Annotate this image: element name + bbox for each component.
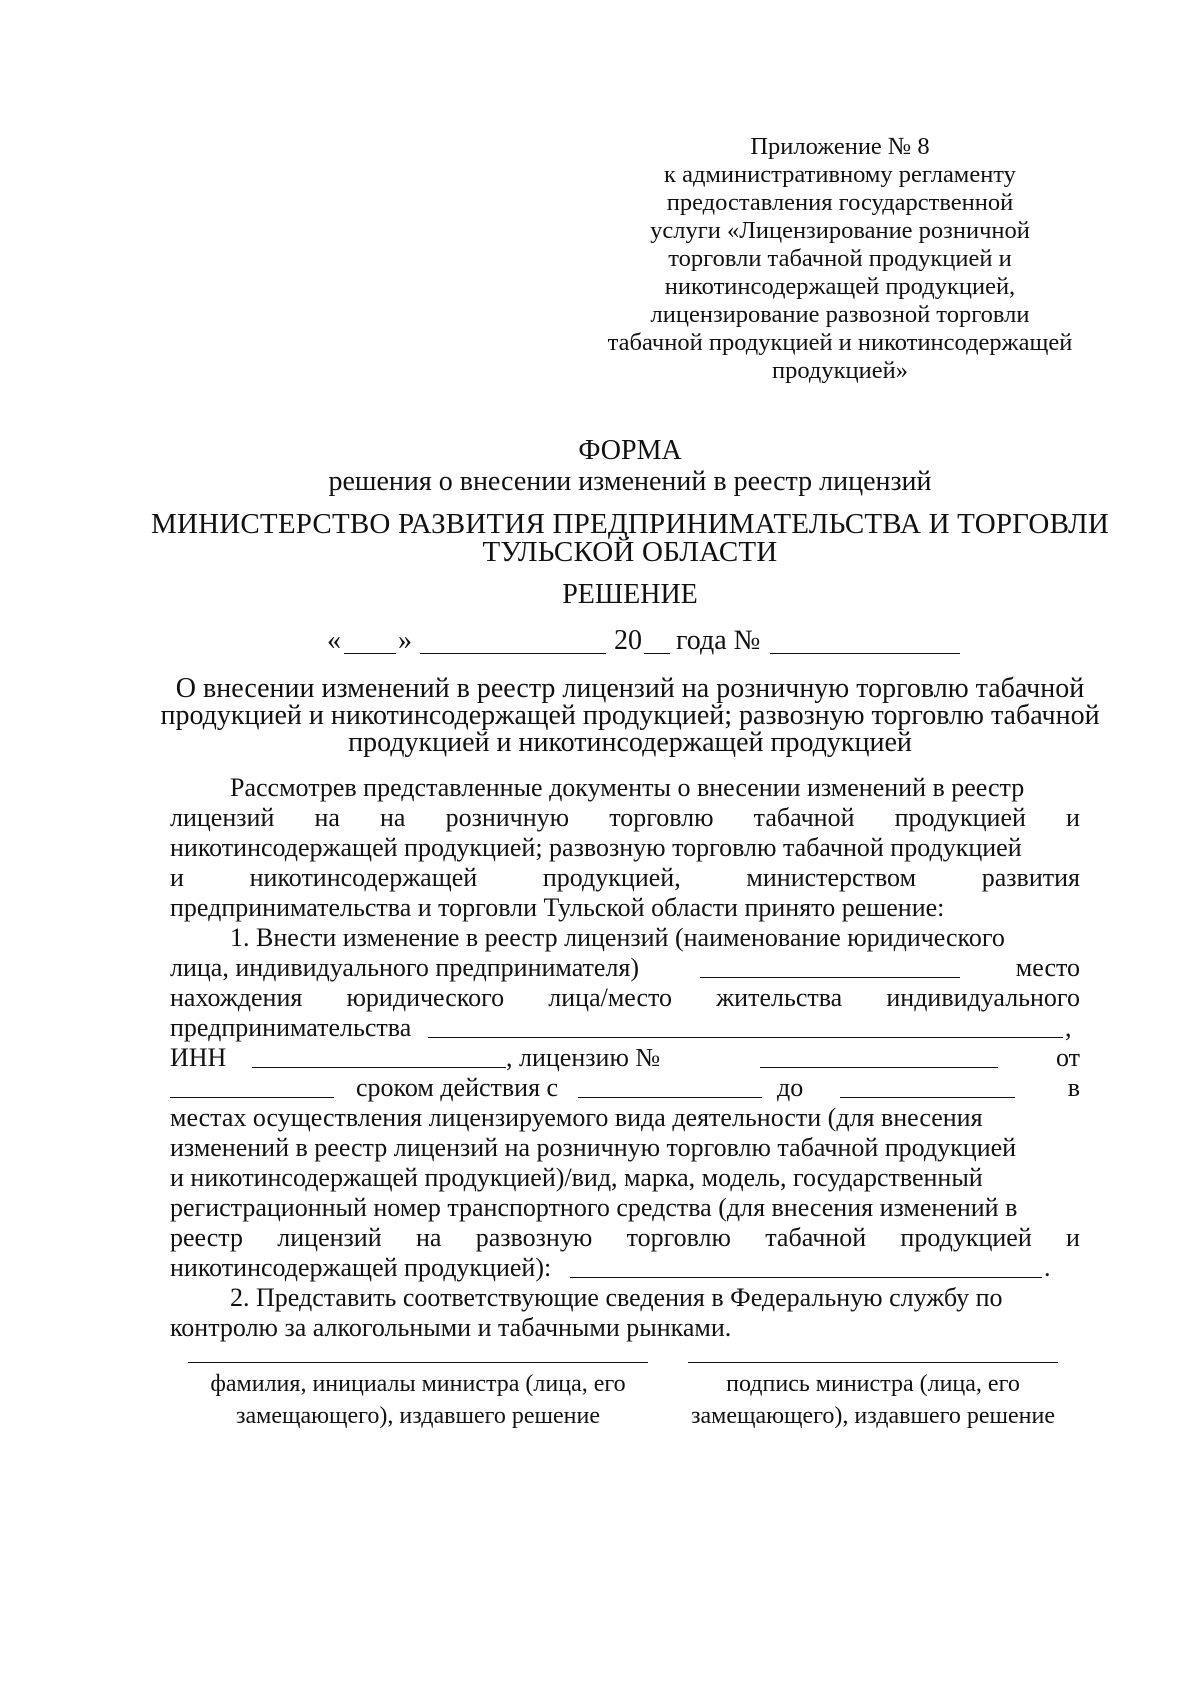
text-line (170, 953, 1080, 983)
address-blank[interactable] (428, 1037, 1063, 1038)
paragraph-item-2 (170, 1283, 1080, 1343)
licensee-name-blank[interactable] (700, 977, 960, 978)
word: на (380, 803, 406, 832)
word: табачной (765, 1223, 867, 1252)
date-number-line (0, 625, 1200, 659)
word: на (415, 1223, 442, 1252)
text-fragment: ИНН (170, 1043, 227, 1072)
text-line: никотинсодержащей продукцией; развозную торговлю табачной продукцией (170, 833, 1022, 862)
appendix-line: лицензирование развозной торговли (650, 301, 1030, 328)
word: и (170, 863, 184, 892)
word: торговлю (609, 803, 714, 832)
word: индивидуального (886, 983, 1080, 1012)
text-line (170, 983, 1080, 1013)
word: министерством (746, 863, 917, 892)
word: лицензий (277, 1223, 382, 1252)
word: никотинсодержащей (249, 863, 478, 892)
month-blank[interactable] (420, 653, 606, 654)
ministry-name (140, 510, 1120, 566)
word: продукцией (894, 803, 1026, 832)
text-fragment: предпринимательства (170, 1013, 412, 1042)
ministry-name-line: МИНИСТЕРСТВО РАЗВИТИЯ ПРЕДПРИНИМАТЕЛЬСТВА И ТОРГОВЛИ (150, 508, 1110, 540)
paragraph-item-1 (170, 923, 1080, 1283)
text-line: местах осуществления лицензируемого вида деятельности (для внесения (170, 1103, 983, 1132)
caption-line: фамилия, инициалы министра (лица, его (210, 1371, 626, 1397)
paragraph-preamble (170, 773, 1080, 923)
word: продукцией (900, 1223, 1032, 1252)
text-line: Рассмотрев представленные документы о внесении изменений в реестр (230, 773, 1025, 802)
word: юридического (346, 983, 505, 1012)
word: и (1066, 1223, 1080, 1252)
text-line: и никотинсодержащей продукцией)/вид, марка, модель, государственный (170, 1163, 983, 1192)
word: розничную (445, 803, 570, 832)
word: лицензий (170, 803, 275, 832)
appendix-line: продукцией» (772, 357, 908, 384)
validity-to-blank[interactable] (840, 1097, 1015, 1098)
word: нахождения (170, 983, 303, 1012)
license-number-blank[interactable] (760, 1067, 998, 1068)
subject-line: продукцией и никотинсодержащей продукцией (348, 727, 912, 758)
word: торговлю (626, 1223, 731, 1252)
appendix-line: услуги «Лицензирование розничной (650, 217, 1030, 244)
text-line (170, 1223, 1080, 1253)
word: реестр (170, 1223, 243, 1252)
close-quote: » (398, 625, 412, 656)
word: табачной (753, 803, 855, 832)
validity-from-blank[interactable] (578, 1097, 762, 1098)
subject-line: О внесении изменений в реестр лицензий на розничную торговлю табачной (175, 673, 1085, 704)
license-date-blank[interactable] (170, 1097, 334, 1098)
form-heading: ФОРМА (578, 435, 682, 466)
text-line: предпринимательства и торговли Тульской области принято решение: (170, 893, 945, 922)
word: развозную (475, 1223, 593, 1252)
word: развития (981, 863, 1080, 892)
word: и (1066, 803, 1080, 832)
word: жительства (716, 983, 843, 1012)
text-fragment: сроком действия с (356, 1073, 559, 1102)
signature-line[interactable] (688, 1362, 1058, 1363)
appendix-line: табачной продукцией и никотинсодержащей (607, 329, 1073, 356)
appendix-line: никотинсодержащей продукцией, (664, 273, 1016, 300)
signatory-name-line[interactable] (188, 1362, 648, 1363)
appendix-line: торговли табачной продукцией и (668, 245, 1012, 272)
locations-blank[interactable] (570, 1277, 1042, 1278)
text-line: 1. Внести изменение в реестр лицензий (наименование юридического (230, 923, 1005, 952)
text-fragment: в (1067, 1073, 1080, 1102)
word: на (314, 803, 340, 832)
text-line (170, 1073, 1080, 1103)
ministry-name-line: ТУЛЬСКОЙ ОБЛАСТИ (482, 536, 778, 568)
caption-line: подпись министра (лица, его (726, 1371, 1020, 1397)
text-line (170, 1013, 1080, 1043)
appendix-line: к административному регламенту (664, 161, 1016, 188)
text-fragment: лица, индивидуального предпринимателя) (170, 953, 640, 982)
word: продукцией, (542, 863, 681, 892)
form-subtitle: решения о внесении изменений в реестр лицензий (328, 466, 932, 497)
word: лица/место (548, 983, 673, 1012)
decision-heading: РЕШЕНИЕ (562, 579, 698, 610)
text-line: регистрационный номер транспортного средства (для внесения изменений в (170, 1193, 1018, 1222)
text-line: контролю за алкогольными и табачными рынками. (170, 1313, 732, 1342)
year-blank[interactable] (644, 653, 670, 654)
text-fragment: , (1065, 1013, 1072, 1042)
text-fragment: , лицензию № (506, 1043, 661, 1072)
decision-number-blank[interactable] (770, 653, 960, 654)
text-fragment: никотинсодержащей продукцией): (170, 1253, 552, 1282)
open-quote: « (327, 625, 341, 656)
subject-line: продукцией и никотинсодержащей продукцией; развозную торговлю табачной (160, 700, 1100, 731)
text-line: изменений в реестр лицензий на розничную торговлю табачной продукцией (170, 1133, 1017, 1162)
signature-caption (668, 1368, 1078, 1432)
inn-blank[interactable] (252, 1067, 506, 1068)
day-blank[interactable] (344, 653, 396, 654)
text-line (170, 863, 1080, 893)
text-line: 2. Представить соответствующие сведения в Федеральную службу по (230, 1283, 1003, 1312)
text-line (170, 1253, 1080, 1283)
decision-subject (140, 675, 1120, 756)
caption-line: замещающего), издавшего решение (691, 1403, 1055, 1429)
text-fragment: место (1015, 953, 1080, 982)
appendix-line: предоставления государственной (666, 189, 1014, 216)
text-fragment: до (777, 1073, 804, 1102)
year-prefix: 20 (614, 625, 642, 656)
text-fragment: . (1044, 1253, 1051, 1282)
year-suffix: года № (676, 625, 761, 656)
appendix-line: Приложение № 8 (750, 133, 930, 160)
text-line (170, 803, 1080, 833)
text-fragment: от (1055, 1043, 1080, 1072)
text-line (170, 1043, 1080, 1073)
signatory-name-caption (168, 1368, 668, 1432)
appendix-block (590, 133, 1090, 385)
caption-line: замещающего), издавшего решение (236, 1403, 600, 1429)
